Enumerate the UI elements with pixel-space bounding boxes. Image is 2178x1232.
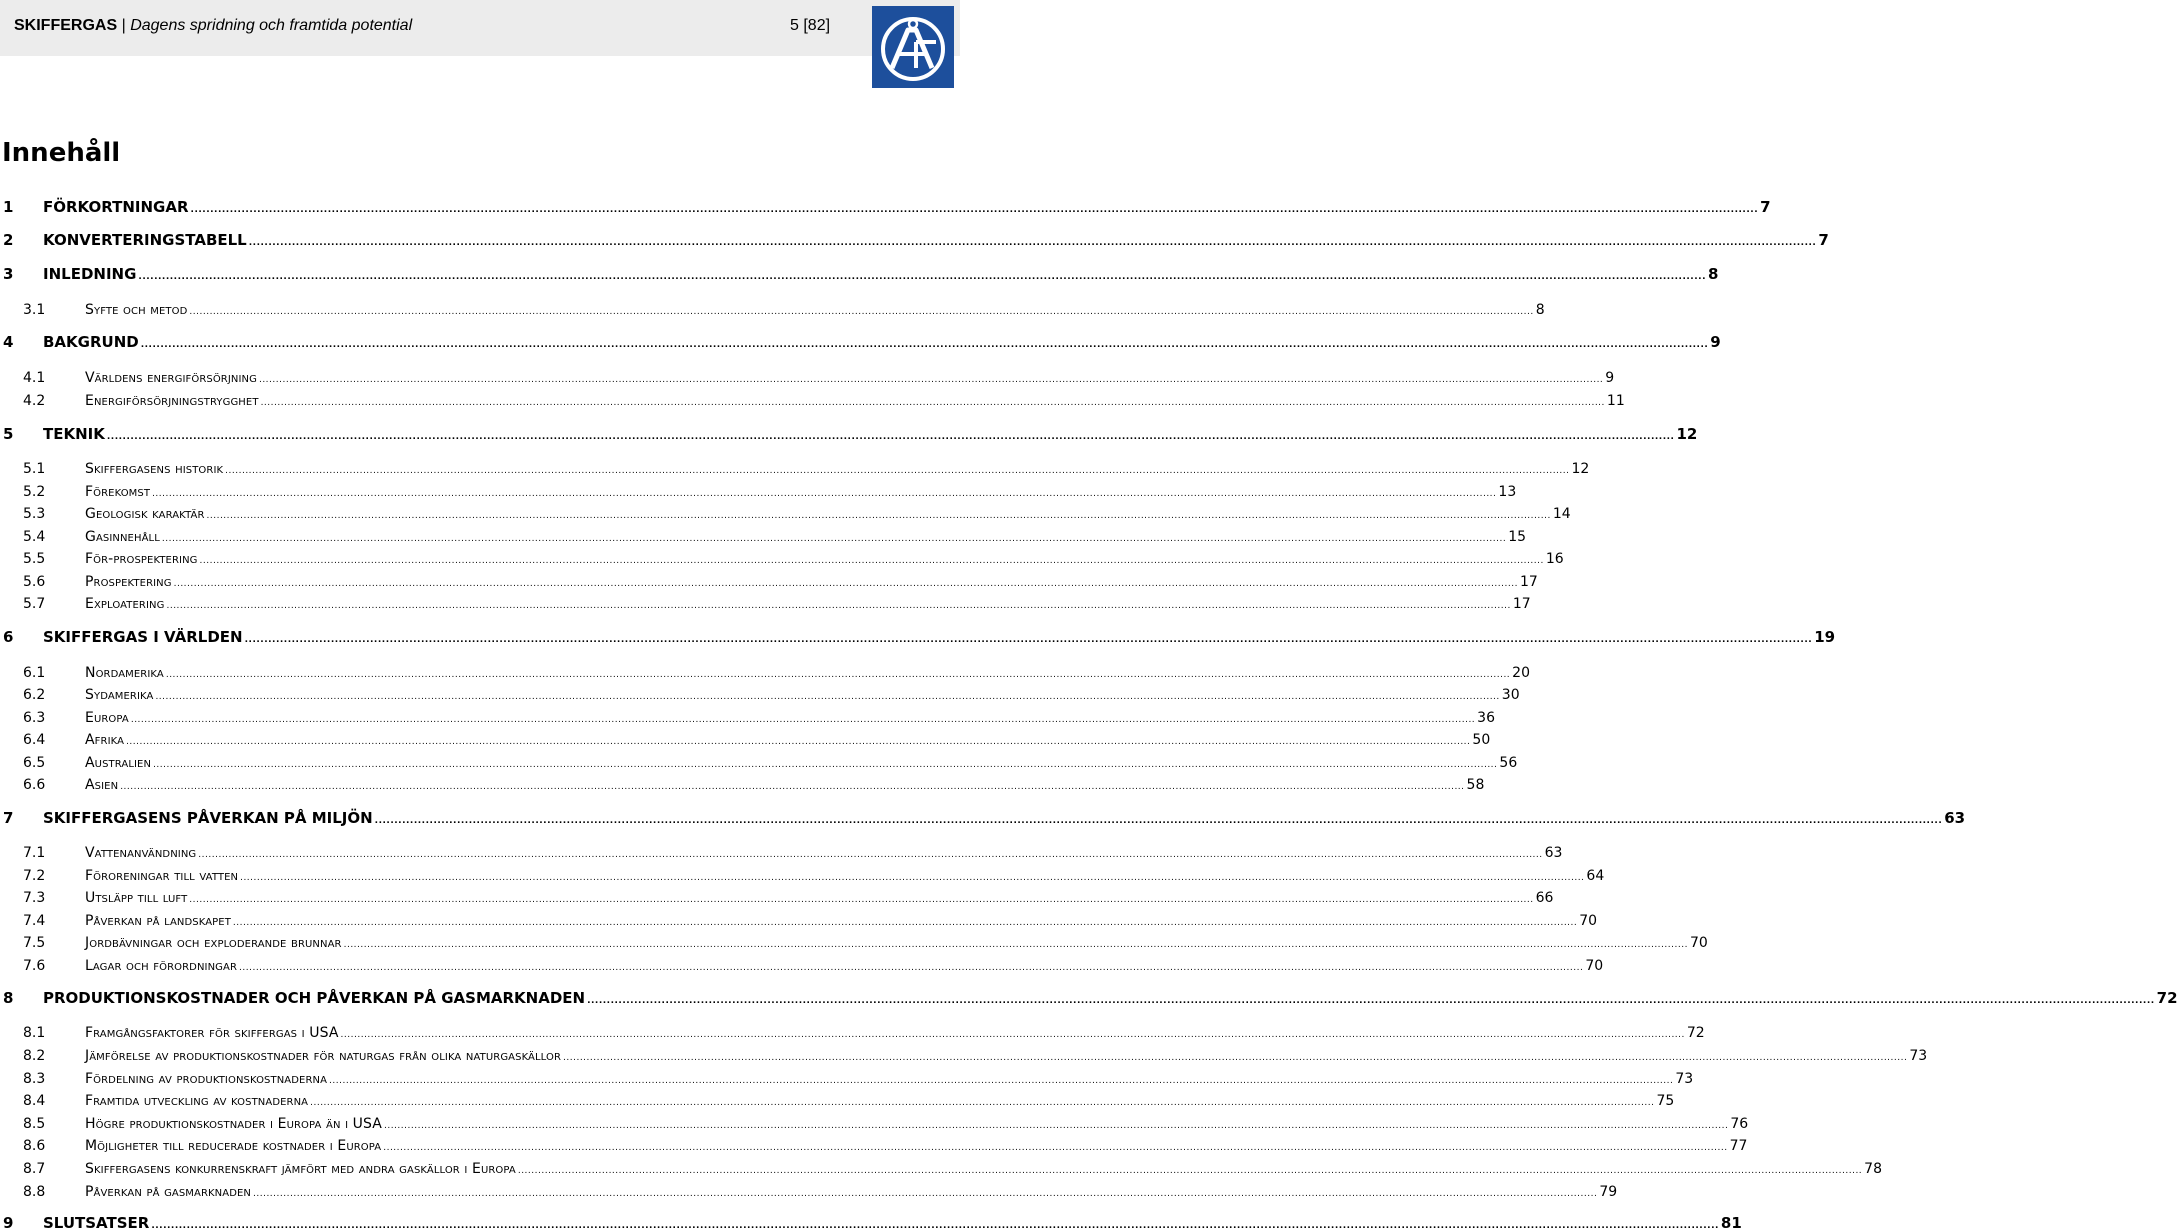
toc-chapter-entry[interactable] <box>3 423 1698 443</box>
toc-entry-page: 81 <box>1720 1214 1742 1232</box>
toc-entry-number: 7.6 <box>23 958 46 974</box>
toc-entry-label: INLEDNING <box>43 265 137 283</box>
toc-entry-number: 8.7 <box>23 1161 46 1177</box>
toc-entry-page: 17 <box>1512 596 1531 612</box>
toc-section-entry[interactable] <box>23 864 1605 884</box>
toc-dot-leader: ................................................................................................................................................................................................................................................................................................................................................................................................................ <box>190 205 1759 215</box>
document-subtitle: Dagens spridning och framtida potential <box>130 17 413 34</box>
toc-dot-leader: ................................................................................................................................................................................................................................................................................................................................................................................................................ <box>166 601 1511 611</box>
toc-section-entry[interactable] <box>23 751 1518 771</box>
toc-dot-leader: ................................................................................................................................................................................................................................................................................................................................................................................................................ <box>152 489 1497 499</box>
toc-section-entry[interactable] <box>23 1044 1928 1064</box>
toc-dot-leader: ................................................................................................................................................................................................................................................................................................................................................................................................................ <box>126 737 1471 747</box>
toc-entry-number: 1 <box>3 198 14 216</box>
toc-entry-label: Sydamerika <box>85 687 154 703</box>
toc-entry-number: 6 <box>3 628 14 646</box>
toc-entry-label: För-prospektering <box>85 551 198 567</box>
toc-section-entry[interactable] <box>23 886 1554 906</box>
toc-section-entry[interactable] <box>23 661 1530 681</box>
toc-section-entry[interactable] <box>23 502 1571 522</box>
toc-entry-page: 70 <box>1689 935 1708 951</box>
toc-dot-leader: ................................................................................................................................................................................................................................................................................................................................................................................................................ <box>138 272 1706 282</box>
toc-entry-label: FÖRKORTNINGAR <box>43 198 189 216</box>
toc-dot-leader: ................................................................................................................................................................................................................................................................................................................................................................................................................ <box>130 715 1476 725</box>
toc-section-entry[interactable] <box>23 773 1485 793</box>
toc-entry-page: 17 <box>1519 574 1538 590</box>
toc-entry-label: SKIFFERGAS I VÄRLDEN <box>43 628 243 646</box>
toc-chapter-entry[interactable] <box>3 1212 1742 1232</box>
toc-section-entry[interactable] <box>23 389 1625 409</box>
toc-dot-leader: ................................................................................................................................................................................................................................................................................................................................................................................................................ <box>244 635 1813 645</box>
toc-entry-number: 8.3 <box>23 1071 46 1087</box>
toc-entry-number: 7.2 <box>23 868 46 884</box>
toc-entry-label: Framtida utveckling av kostnaderna <box>85 1093 309 1109</box>
toc-entry-label: SLUTSATSER <box>43 1214 150 1232</box>
toc-entry-label: Jämförelse av produktionskostnader för naturgas från olika naturgaskällor <box>85 1048 562 1064</box>
toc-dot-leader: ................................................................................................................................................................................................................................................................................................................................................................................................................ <box>189 895 1534 905</box>
toc-dot-leader: ................................................................................................................................................................................................................................................................................................................................................................................................................ <box>199 556 1544 566</box>
toc-entry-page: 79 <box>1599 1184 1618 1200</box>
toc-section-entry[interactable] <box>23 931 1708 951</box>
toc-entry-label: Prospektering <box>85 574 172 590</box>
toc-entry-page: 58 <box>1466 777 1485 793</box>
toc-entry-number: 8.5 <box>23 1116 46 1132</box>
toc-dot-leader: ................................................................................................................................................................................................................................................................................................................................................................................................................ <box>329 1076 1674 1086</box>
toc-dot-leader: ................................................................................................................................................................................................................................................................................................................................................................................................................ <box>310 1098 1655 1108</box>
toc-entry-label: KONVERTERINGSTABELL <box>43 231 247 249</box>
page-header <box>0 0 960 56</box>
toc-entry-label: Australien <box>85 755 152 771</box>
toc-entry-number: 8.6 <box>23 1138 46 1154</box>
document-name: SKIFFERGAS <box>14 17 118 34</box>
toc-entry-number: 4 <box>3 333 14 351</box>
toc-dot-leader: ................................................................................................................................................................................................................................................................................................................................................................................................................ <box>173 579 1518 589</box>
toc-entry-label: Påverkan på gasmarknaden <box>85 1184 251 1200</box>
toc-entry-number: 5.2 <box>23 484 46 500</box>
toc-entry-number: 8 <box>3 989 14 1007</box>
toc-entry-label: Europa <box>85 710 129 726</box>
toc-entry-label: Lagar och förordningar <box>85 958 238 974</box>
toc-section-entry[interactable] <box>23 298 1545 318</box>
toc-section-entry[interactable] <box>23 547 1564 567</box>
toc-entry-page: 64 <box>1586 868 1605 884</box>
toc-entry-page: 11 <box>1606 393 1625 409</box>
toc-entry-page: 8 <box>1707 265 1719 283</box>
toc-dot-leader: ................................................................................................................................................................................................................................................................................................................................................................................................................ <box>260 398 1605 408</box>
toc-chapter-entry[interactable] <box>3 807 1966 827</box>
toc-dot-leader: ................................................................................................................................................................................................................................................................................................................................................................................................................ <box>225 466 1570 476</box>
toc-dot-leader: ................................................................................................................................................................................................................................................................................................................................................................................................................ <box>340 1030 1685 1040</box>
toc-entry-page: 72 <box>2156 989 2178 1007</box>
afconsult-logo-icon <box>872 6 954 88</box>
toc-entry-number: 5 <box>3 425 14 443</box>
toc-entry-page: 15 <box>1508 529 1527 545</box>
toc-entry-number: 6.6 <box>23 777 46 793</box>
toc-entry-page: 9 <box>1710 333 1721 351</box>
toc-entry-label: Utsläpp till luft <box>85 890 188 906</box>
toc-entry-page: 66 <box>1535 890 1554 906</box>
page-number: 5 [82] <box>790 17 831 34</box>
toc-section-entry[interactable] <box>23 954 1604 974</box>
toc-entry-number: 6.4 <box>23 732 46 748</box>
toc-entry-label: Fördelning av produktionskostnaderna <box>85 1071 328 1087</box>
toc-entry-number: 2 <box>3 231 14 249</box>
toc-dot-leader: ................................................................................................................................................................................................................................................................................................................................................................................................................ <box>383 1121 1729 1131</box>
toc-entry-page: 12 <box>1571 461 1590 477</box>
toc-entry-number: 4.1 <box>23 370 46 386</box>
toc-dot-leader: ................................................................................................................................................................................................................................................................................................................................................................................................................ <box>165 670 1511 680</box>
toc-entry-page: 63 <box>1544 845 1563 861</box>
toc-entry-number: 5.4 <box>23 529 46 545</box>
toc-entry-number: 7.1 <box>23 845 46 861</box>
toc-chapter-entry[interactable] <box>3 196 1771 216</box>
toc-entry-label: Jordbävningar och exploderande brunnar <box>85 935 342 951</box>
toc-entry-number: 6.5 <box>23 755 46 771</box>
toc-entry-number: 7.3 <box>23 890 46 906</box>
toc-chapter-entry[interactable] <box>3 987 2178 1007</box>
toc-title: Innehåll <box>2 138 121 168</box>
toc-entry-page: 77 <box>1729 1138 1748 1154</box>
toc-entry-number: 5.7 <box>23 596 46 612</box>
toc-entry-label: SKIFFERGASENS PÅVERKAN PÅ MILJÖN <box>43 809 373 827</box>
toc-section-entry[interactable] <box>23 1089 1675 1109</box>
toc-dot-leader: ................................................................................................................................................................................................................................................................................................................................................................................................................ <box>206 511 1551 521</box>
toc-entry-label: Skiffergasens konkurrenskraft jämfört med andra gaskällor i Europa <box>85 1161 516 1177</box>
toc-entry-number: 6.2 <box>23 687 46 703</box>
toc-chapter-entry[interactable] <box>3 229 1829 249</box>
toc-entry-label: Förekomst <box>85 484 151 500</box>
toc-entry-page: 70 <box>1585 958 1604 974</box>
toc-section-entry[interactable] <box>23 841 1563 861</box>
toc-entry-number: 5.1 <box>23 461 46 477</box>
toc-entry-label: Geologisk karaktär <box>85 506 205 522</box>
toc-dot-leader: ................................................................................................................................................................................................................................................................................................................................................................................................................ <box>374 816 1943 826</box>
toc-entry-label: Påverkan på landskapet <box>85 913 231 929</box>
toc-entry-label: Världens energiförsörjning <box>85 370 257 386</box>
toc-section-entry[interactable] <box>23 570 1538 590</box>
toc-dot-leader: ................................................................................................................................................................................................................................................................................................................................................................................................................ <box>232 918 1578 928</box>
toc-dot-leader: ................................................................................................................................................................................................................................................................................................................................................................................................................ <box>189 307 1534 317</box>
toc-entry-label: Nordamerika <box>85 665 164 681</box>
toc-entry-page: 50 <box>1472 732 1491 748</box>
header-separator: | <box>121 17 126 34</box>
toc-entry-number: 8.2 <box>23 1048 46 1064</box>
toc-entry-page: 7 <box>1760 198 1771 216</box>
toc-section-entry[interactable] <box>23 457 1590 477</box>
toc-entry-page: 12 <box>1676 425 1698 443</box>
toc-dot-leader: ................................................................................................................................................................................................................................................................................................................................................................................................................ <box>161 534 1507 544</box>
toc-entry-number: 5.3 <box>23 506 46 522</box>
toc-entry-label: Afrika <box>85 732 125 748</box>
toc-dot-leader: ................................................................................................................................................................................................................................................................................................................................................................................................................ <box>140 340 1709 350</box>
toc-entry-page: 30 <box>1501 687 1520 703</box>
toc-dot-leader: ................................................................................................................................................................................................................................................................................................................................................................................................................ <box>258 375 1604 385</box>
toc-chapter-entry[interactable] <box>3 263 1719 283</box>
toc-entry-number: 5.5 <box>23 551 46 567</box>
toc-section-entry[interactable] <box>23 366 1615 386</box>
toc-entry-page: 7 <box>1818 231 1829 249</box>
toc-section-entry[interactable] <box>23 525 1527 545</box>
toc-entry-label: Skiffergasens historik <box>85 461 224 477</box>
toc-section-entry[interactable] <box>23 1180 1618 1200</box>
toc-section-entry[interactable] <box>23 1067 1694 1087</box>
toc-entry-label: BAKGRUND <box>43 333 139 351</box>
toc-entry-label: Vattenanvändning <box>85 845 197 861</box>
toc-dot-leader: ................................................................................................................................................................................................................................................................................................................................................................................................................ <box>151 1221 1719 1231</box>
toc-section-entry[interactable] <box>23 683 1520 703</box>
toc-dot-leader: ................................................................................................................................................................................................................................................................................................................................................................................................................ <box>563 1053 1908 1063</box>
toc-dot-leader: ................................................................................................................................................................................................................................................................................................................................................................................................................ <box>253 1189 1598 1199</box>
toc-entry-page: 20 <box>1512 665 1530 681</box>
toc-entry-number: 6.1 <box>23 665 46 681</box>
toc-section-entry[interactable] <box>23 592 1531 612</box>
toc-entry-page: 72 <box>1686 1025 1705 1041</box>
toc-entry-page: 63 <box>1944 809 1966 827</box>
toc-entry-page: 19 <box>1814 628 1836 646</box>
toc-dot-leader: ................................................................................................................................................................................................................................................................................................................................................................................................................ <box>106 432 1675 442</box>
toc-dot-leader: ................................................................................................................................................................................................................................................................................................................................................................................................................ <box>248 238 1817 248</box>
toc-section-entry[interactable] <box>23 1112 1749 1132</box>
toc-entry-page: 73 <box>1909 1048 1928 1064</box>
toc-dot-leader: ................................................................................................................................................................................................................................................................................................................................................................................................................ <box>239 963 1584 973</box>
toc-entry-page: 75 <box>1656 1093 1675 1109</box>
toc-dot-leader: ................................................................................................................................................................................................................................................................................................................................................................................................................ <box>198 850 1543 860</box>
toc-entry-label: Energiförsörjningstrygghet <box>85 393 259 409</box>
toc-entry-number: 8.4 <box>23 1093 46 1109</box>
toc-entry-page: 73 <box>1675 1071 1694 1087</box>
toc-entry-label: Högre produktionskostnader i Europa än i USA <box>85 1116 382 1132</box>
toc-dot-leader: ................................................................................................................................................................................................................................................................................................................................................................................................................ <box>517 1166 1863 1176</box>
toc-entry-label: Föroreningar till vatten <box>85 868 239 884</box>
toc-entry-label: TEKNIK <box>43 425 105 443</box>
toc-section-entry[interactable] <box>23 1021 1705 1041</box>
toc-entry-number: 3.1 <box>23 302 46 318</box>
toc-chapter-entry[interactable] <box>3 626 1836 646</box>
toc-section-entry[interactable] <box>23 909 1598 929</box>
toc-dot-leader: ................................................................................................................................................................................................................................................................................................................................................................................................................ <box>587 996 2155 1006</box>
toc-entry-page: 16 <box>1545 551 1564 567</box>
toc-entry-page: 14 <box>1552 506 1571 522</box>
toc-entry-page: 70 <box>1579 913 1598 929</box>
toc-entry-page: 78 <box>1864 1161 1882 1177</box>
toc-entry-page: 8 <box>1535 302 1545 318</box>
toc-entry-label: Asien <box>85 777 119 793</box>
toc-entry-number: 7.5 <box>23 935 46 951</box>
toc-section-entry[interactable] <box>23 480 1517 500</box>
toc-entry-number: 9 <box>3 1214 14 1232</box>
toc-entry-label: Möjligheter till reducerade kostnader i Europa <box>85 1138 382 1154</box>
toc-dot-leader: ................................................................................................................................................................................................................................................................................................................................................................................................................ <box>383 1143 1728 1153</box>
toc-dot-leader: ................................................................................................................................................................................................................................................................................................................................................................................................................ <box>120 782 1465 792</box>
toc-entry-label: Exploatering <box>85 596 165 612</box>
toc-entry-number: 5.6 <box>23 574 46 590</box>
toc-entry-number: 7 <box>3 809 14 827</box>
toc-entry-page: 76 <box>1730 1116 1749 1132</box>
toc-entry-number: 8.8 <box>23 1184 46 1200</box>
toc-section-entry[interactable] <box>23 1134 1748 1154</box>
toc-entry-number: 4.2 <box>23 393 46 409</box>
toc-dot-leader: ................................................................................................................................................................................................................................................................................................................................................................................................................ <box>240 873 1585 883</box>
toc-entry-number: 3 <box>3 265 14 283</box>
toc-entry-label: PRODUKTIONSKOSTNADER OCH PÅVERKAN PÅ GASMARKNADEN <box>43 989 586 1007</box>
toc-chapter-entry[interactable] <box>3 331 1721 351</box>
toc-entry-number: 6.3 <box>23 710 46 726</box>
toc-dot-leader: ................................................................................................................................................................................................................................................................................................................................................................................................................ <box>153 760 1498 770</box>
toc-entry-page: 9 <box>1605 370 1615 386</box>
toc-section-entry[interactable] <box>23 706 1495 726</box>
toc-section-entry[interactable] <box>23 1157 1882 1177</box>
toc-entry-number: 7.4 <box>23 913 46 929</box>
toc-entry-label: Framgångsfaktorer för skiffergas i USA <box>85 1025 339 1041</box>
toc-entry-page: 13 <box>1498 484 1517 500</box>
toc-section-entry[interactable] <box>23 728 1491 748</box>
toc-dot-leader: ................................................................................................................................................................................................................................................................................................................................................................................................................ <box>343 940 1688 950</box>
toc-entry-number: 8.1 <box>23 1025 46 1041</box>
toc-dot-leader: ................................................................................................................................................................................................................................................................................................................................................................................................................ <box>155 692 1500 702</box>
toc-entry-label: Syfte och metod <box>85 302 188 318</box>
toc-entry-page: 56 <box>1499 755 1518 771</box>
header-title <box>14 17 412 35</box>
toc-entry-page: 36 <box>1477 710 1495 726</box>
toc-entry-label: Gasinnehåll <box>85 529 160 545</box>
